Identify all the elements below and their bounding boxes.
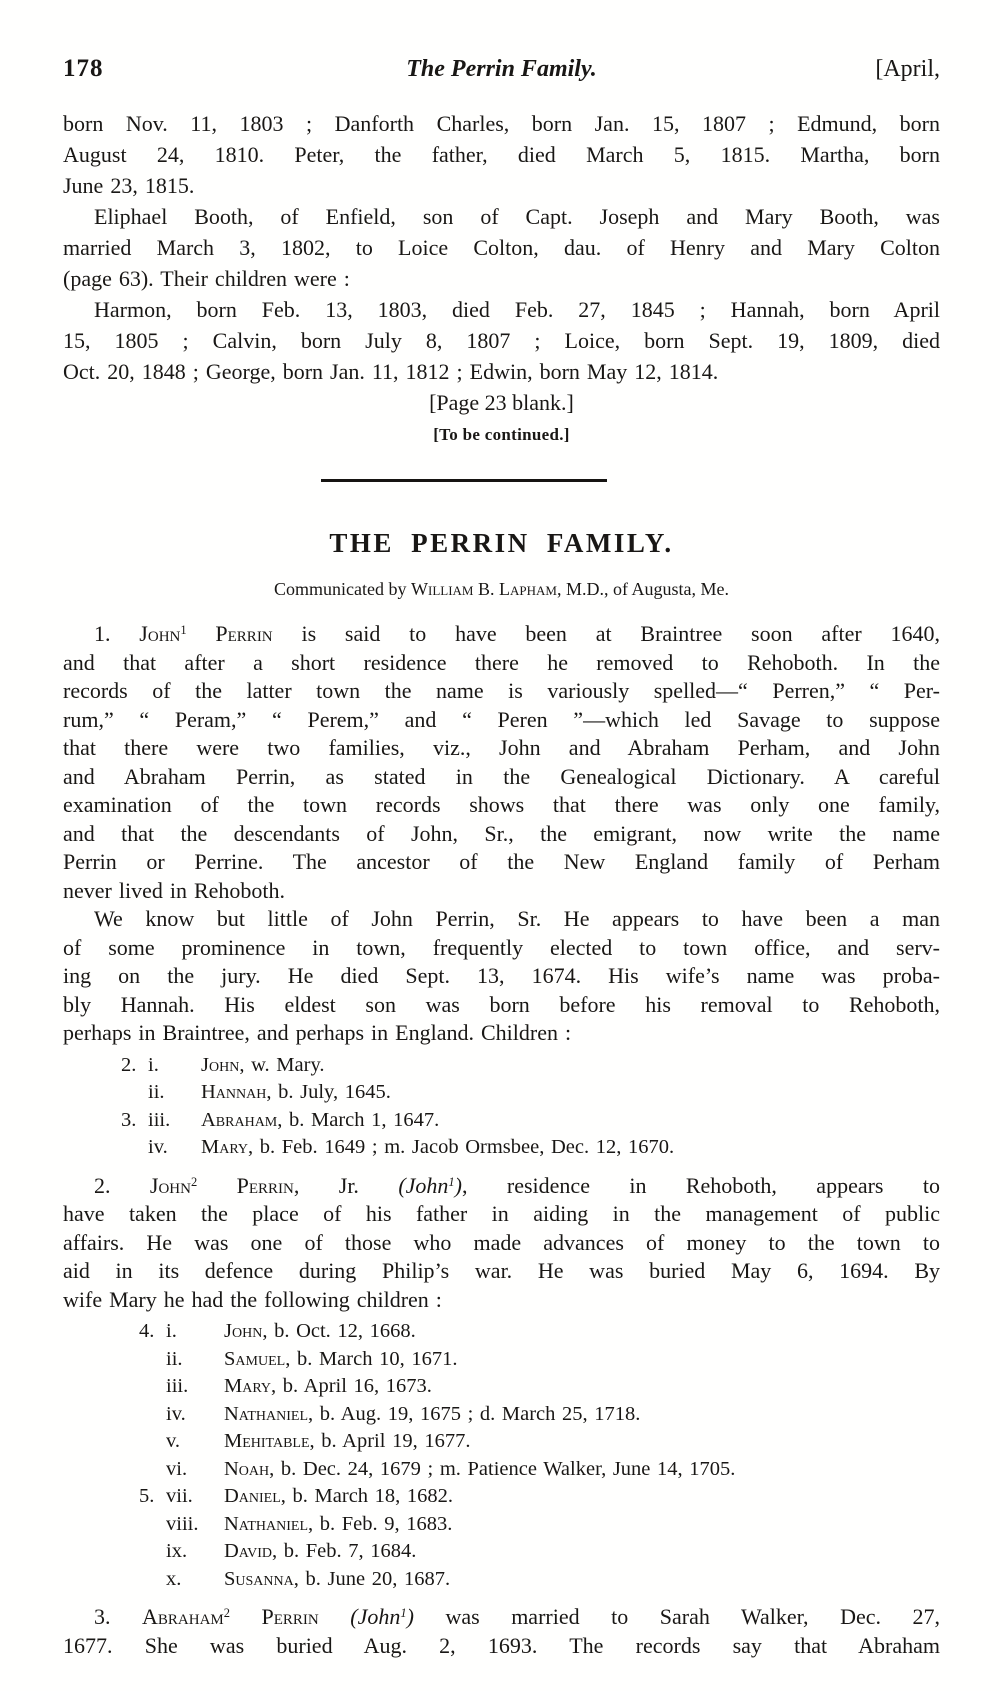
text-segment: , residence in Rehoboth, appears to bbox=[462, 1172, 940, 1198]
child-entry bbox=[224, 1346, 940, 1374]
text-segment: Noah bbox=[224, 1457, 270, 1480]
text-segment: Mary bbox=[224, 1375, 272, 1397]
generation-number bbox=[139, 1373, 166, 1401]
text-segment: ) bbox=[406, 1604, 414, 1629]
text-segment: 1 bbox=[180, 623, 187, 637]
text-segment: Abraham bbox=[142, 1604, 224, 1629]
page-blank-note: [Page 23 blank.] bbox=[429, 390, 574, 415]
child-row bbox=[63, 1401, 940, 1429]
child-entry bbox=[224, 1401, 940, 1429]
text-segment: rum,” “ Peram,” “ Perem,” and “ Peren ”—which led Savage to suppose bbox=[63, 706, 940, 732]
paragraph bbox=[63, 905, 940, 1048]
text-line bbox=[63, 763, 940, 792]
page-number: 178 bbox=[63, 55, 104, 82]
roman-numeral: iv. bbox=[148, 1136, 168, 1158]
child-row bbox=[63, 1428, 940, 1456]
child-entry bbox=[201, 1107, 940, 1135]
text-segment: records of the latter town the name is variously spelled—“ Perren,” “ Per- bbox=[63, 678, 940, 703]
roman-numeral: i. bbox=[166, 1320, 177, 1342]
text-segment: Perrin or Perrine. The ancestor of the New England family of Perham bbox=[63, 849, 940, 874]
text-line bbox=[63, 1229, 940, 1258]
child-entry bbox=[224, 1373, 940, 1401]
text-line bbox=[63, 734, 940, 763]
to-be-continued-note: [To be continued.] bbox=[433, 425, 570, 444]
text-segment: , Jr. bbox=[293, 1172, 399, 1198]
text-line bbox=[63, 294, 940, 325]
text-line bbox=[63, 1286, 940, 1315]
text-segment: born Nov. 11, 1803 ; Danforth Charles, born Jan. 15, 1807 ; Edmund, born bbox=[63, 111, 940, 136]
generation-number bbox=[139, 1456, 166, 1484]
children-list bbox=[63, 1318, 940, 1593]
text-segment: 2. bbox=[94, 1172, 150, 1198]
roman-numeral: viii. bbox=[166, 1512, 199, 1535]
child-row bbox=[63, 1346, 940, 1374]
text-segment: aid in its defence during Philip’s war. He was buried May 6, 1694. By bbox=[63, 1258, 940, 1283]
paragraph bbox=[63, 620, 940, 905]
child-row bbox=[63, 1538, 940, 1566]
text-line bbox=[63, 1019, 940, 1048]
text-segment: , b. March 10, 1671. bbox=[285, 1347, 458, 1370]
issue-label: [April, bbox=[875, 56, 940, 82]
text-line bbox=[63, 139, 940, 170]
text-line bbox=[63, 232, 940, 263]
child-entry bbox=[201, 1079, 940, 1107]
child-row bbox=[63, 1483, 940, 1511]
text-segment: Communicated by bbox=[274, 579, 412, 599]
text-line bbox=[63, 706, 940, 735]
generation-number: 4. bbox=[139, 1320, 155, 1342]
text-line bbox=[63, 325, 940, 356]
text-segment: , b. June 20, 1687. bbox=[293, 1567, 451, 1590]
text-line bbox=[63, 848, 940, 877]
children-list bbox=[63, 1052, 940, 1162]
text-segment: Abraham bbox=[201, 1108, 278, 1131]
roman-numeral: i. bbox=[148, 1053, 159, 1076]
text-segment: and that after a short residence there he removed to Rehoboth. In the bbox=[63, 649, 940, 675]
text-segment: , b. Aug. 19, 1675 ; d. March 25, 1718. bbox=[308, 1402, 641, 1425]
text-segment: 3. bbox=[94, 1604, 143, 1629]
text-segment: that there were two families, viz., John and Abraham Perham, and John bbox=[63, 735, 940, 760]
text-line bbox=[63, 1603, 940, 1632]
text-segment: ing on the jury. He died Sept. 13, 1674. His wife’s name was proba- bbox=[63, 963, 940, 988]
text-segment: Hannah bbox=[201, 1081, 267, 1103]
text-line bbox=[63, 905, 940, 934]
generation-number: 5. bbox=[139, 1485, 155, 1507]
text-segment: We know but little of John Perrin, Sr. He appears to have been a man bbox=[94, 906, 940, 931]
text-line bbox=[63, 263, 940, 294]
text-segment: is said to have been at Braintree soon after 1640, bbox=[272, 621, 940, 646]
child-entry bbox=[224, 1456, 940, 1484]
text-line bbox=[63, 791, 940, 820]
text-segment: , w. Mary. bbox=[239, 1053, 325, 1076]
text-segment: ) bbox=[454, 1172, 462, 1198]
paragraph bbox=[63, 201, 940, 294]
child-row bbox=[63, 1511, 940, 1539]
roman-numeral: iv. bbox=[166, 1402, 186, 1425]
text-line bbox=[63, 201, 940, 232]
text-segment: , b. Feb. 7, 1684. bbox=[272, 1540, 417, 1562]
text-segment: (John bbox=[398, 1172, 449, 1198]
text-segment: David bbox=[224, 1540, 272, 1562]
text-segment: 1. bbox=[94, 621, 140, 646]
text-line bbox=[63, 820, 940, 849]
text-segment: Daniel bbox=[224, 1485, 281, 1507]
paragraph bbox=[63, 1603, 940, 1660]
text-segment: 15, 1805 ; Calvin, born July 8, 1807 ; Loice, born Sept. 19, 1809, died bbox=[63, 328, 940, 353]
text-segment: Mary bbox=[201, 1136, 249, 1158]
generation-number bbox=[121, 1079, 148, 1107]
text-segment: , M.D., of Augusta, Me. bbox=[556, 579, 729, 599]
text-segment: Harmon, born Feb. 13, 1803, died Feb. 27, 1845 ; Hannah, born April bbox=[94, 297, 940, 322]
text-segment: John bbox=[201, 1053, 240, 1076]
text-segment: Nathaniel bbox=[224, 1512, 309, 1535]
text-segment: married March 3, 1802, to Loice Colton, dau. of Henry and Mary Colton bbox=[63, 235, 940, 260]
text-line bbox=[63, 991, 940, 1020]
text-segment: Perrin bbox=[197, 1172, 294, 1198]
text-segment: examination of the town records shows that there was only one family, bbox=[63, 792, 940, 817]
text-segment: June 23, 1815. bbox=[63, 173, 195, 198]
generation-number bbox=[139, 1428, 166, 1456]
text-segment: perhaps in Braintree, and perhaps in England. Children : bbox=[63, 1020, 572, 1045]
article-body bbox=[63, 620, 940, 1660]
text-segment: , b. March 18, 1682. bbox=[280, 1485, 454, 1507]
text-segment: Mehitable bbox=[224, 1430, 310, 1452]
child-entry bbox=[224, 1483, 940, 1511]
roman-numeral: iii. bbox=[148, 1108, 171, 1131]
text-segment: affairs. He was one of those who made advances of money to the town to bbox=[63, 1229, 940, 1255]
page-header bbox=[63, 54, 940, 84]
previous-article-continuation bbox=[63, 108, 940, 387]
text-segment: Oct. 20, 1848 ; George, born Jan. 11, 1812 ; Edwin, born May 12, 1814. bbox=[63, 359, 719, 384]
roman-numeral: iii. bbox=[166, 1375, 189, 1397]
text-segment: and that the descendants of John, Sr., the emigrant, now write the name bbox=[63, 820, 940, 846]
text-segment: Perrin bbox=[230, 1604, 351, 1629]
roman-numeral: ix. bbox=[166, 1540, 188, 1562]
text-line bbox=[63, 170, 940, 201]
child-row bbox=[63, 1456, 940, 1484]
text-segment: 1 bbox=[400, 1606, 407, 1620]
text-segment: , b. Feb. 1649 ; m. Jacob Ormsbee, Dec. 12, 1670. bbox=[248, 1136, 675, 1158]
text-segment: 2 bbox=[223, 1606, 230, 1620]
roman-numeral: ii. bbox=[166, 1347, 183, 1370]
text-segment: , b. March 1, 1647. bbox=[277, 1108, 440, 1131]
roman-numeral: v. bbox=[166, 1430, 181, 1452]
child-row bbox=[63, 1107, 940, 1135]
child-entry bbox=[201, 1134, 940, 1162]
text-line bbox=[63, 934, 940, 963]
text-segment: , b. July, 1645. bbox=[266, 1081, 391, 1103]
text-line bbox=[63, 1257, 940, 1286]
text-segment: wife Mary he had the following children : bbox=[63, 1286, 442, 1312]
text-segment: John bbox=[149, 1172, 191, 1198]
text-segment: 1 bbox=[448, 1174, 455, 1189]
text-segment: Nathaniel bbox=[224, 1402, 309, 1425]
text-segment: , b. April 19, 1677. bbox=[309, 1430, 471, 1452]
text-line bbox=[63, 1632, 940, 1661]
generation-number bbox=[121, 1134, 148, 1162]
text-segment: never lived in Rehoboth. bbox=[63, 877, 286, 903]
text-segment: Samuel bbox=[224, 1347, 286, 1370]
section-divider bbox=[321, 479, 607, 482]
roman-numeral: vi. bbox=[166, 1457, 188, 1480]
child-row bbox=[63, 1052, 940, 1080]
text-line bbox=[63, 620, 940, 649]
running-title: The Perrin Family. bbox=[406, 56, 597, 82]
text-line bbox=[63, 649, 940, 678]
article-title: THE PERRIN FAMILY. bbox=[329, 528, 674, 558]
text-segment: of some prominence in town, frequently elected to town office, and serv- bbox=[63, 934, 940, 960]
generation-number bbox=[139, 1346, 166, 1374]
paragraph bbox=[63, 1172, 940, 1315]
paragraph bbox=[63, 294, 940, 387]
generation-number bbox=[139, 1401, 166, 1429]
text-line bbox=[63, 962, 940, 991]
generation-number bbox=[139, 1538, 166, 1566]
generation-number bbox=[139, 1566, 166, 1594]
text-segment: Susanna bbox=[224, 1567, 294, 1590]
roman-numeral: ii. bbox=[148, 1081, 165, 1103]
text-segment: have taken the place of his father in aiding in the management of public bbox=[63, 1201, 940, 1226]
generation-number: 2. bbox=[121, 1053, 137, 1076]
child-row bbox=[63, 1566, 940, 1594]
text-line bbox=[63, 877, 940, 906]
roman-numeral: x. bbox=[166, 1567, 182, 1590]
text-segment: William B. Lapham bbox=[411, 579, 557, 599]
text-segment: John bbox=[224, 1320, 263, 1342]
text-segment: , b. Oct. 12, 1668. bbox=[262, 1320, 416, 1342]
child-entry bbox=[201, 1052, 940, 1080]
text-segment: (page 63). Their children were : bbox=[63, 266, 350, 291]
child-row bbox=[63, 1134, 940, 1162]
child-entry bbox=[224, 1428, 940, 1456]
text-segment: was married to Sarah Walker, Dec. 27, bbox=[413, 1604, 940, 1629]
text-segment: August 24, 1810. Peter, the father, died March 5, 1815. Martha, born bbox=[63, 142, 940, 167]
child-entry bbox=[224, 1566, 940, 1594]
text-line bbox=[63, 1200, 940, 1229]
text-segment: (John bbox=[350, 1604, 401, 1629]
generation-number bbox=[139, 1511, 166, 1539]
text-segment: , b. Feb. 9, 1683. bbox=[308, 1512, 453, 1535]
child-row bbox=[63, 1373, 940, 1401]
paragraph bbox=[63, 108, 940, 201]
text-segment: , b. April 16, 1673. bbox=[271, 1375, 432, 1397]
text-line bbox=[63, 677, 940, 706]
text-segment: bly Hannah. His eldest son was born before his removal to Rehoboth, bbox=[63, 991, 940, 1017]
text-line bbox=[63, 356, 940, 387]
text-line bbox=[63, 1172, 940, 1201]
text-segment: 2 bbox=[190, 1174, 198, 1189]
article-byline bbox=[63, 579, 940, 600]
text-segment: and Abraham Perrin, as stated in the Genealogical Dictionary. A careful bbox=[63, 763, 940, 789]
text-segment: Eliphael Booth, of Enfield, son of Capt. Joseph and Mary Booth, was bbox=[94, 204, 940, 229]
roman-numeral: vii. bbox=[166, 1485, 193, 1507]
text-segment: John bbox=[139, 621, 181, 646]
child-entry bbox=[224, 1511, 940, 1539]
text-segment: 1677. She was buried Aug. 2, 1693. The records say that Abraham bbox=[63, 1632, 940, 1658]
text-segment: Perrin bbox=[186, 621, 273, 646]
child-row bbox=[63, 1318, 940, 1346]
child-entry bbox=[224, 1318, 940, 1346]
text-segment: , b. Dec. 24, 1679 ; m. Patience Walker, June 14, 1705. bbox=[269, 1457, 736, 1480]
text-line bbox=[63, 108, 940, 139]
child-row bbox=[63, 1079, 940, 1107]
child-entry bbox=[224, 1538, 940, 1566]
generation-number: 3. bbox=[121, 1108, 137, 1131]
